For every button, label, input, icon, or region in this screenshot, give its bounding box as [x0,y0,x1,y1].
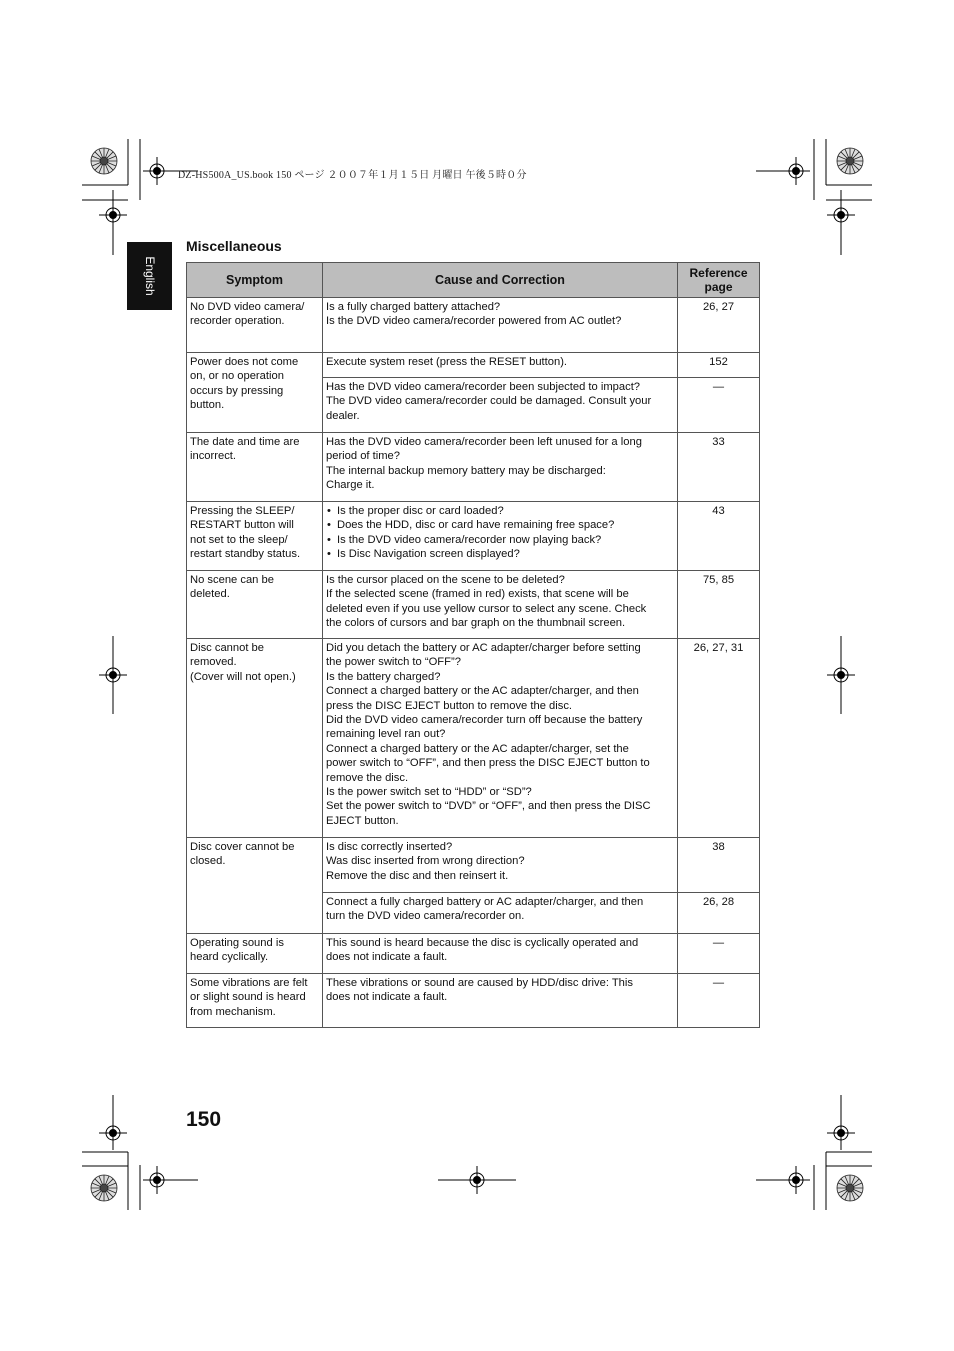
symptom-line: on, or no operation [190,370,284,383]
reference-cell: 43 [678,502,760,571]
cause-line: Is the power switch set to “HDD” or “SD”? [326,786,532,799]
print-info-header: DZ-HS500A_US.book 150 ページ ２００７年１月１５日 月曜日 午後５時０分 [178,170,527,181]
cause-line: Did you detach the battery or AC adapter/charger before setting [326,642,641,654]
cause-cell [323,893,678,934]
symptom-cell [187,974,323,1028]
cause-line: Set the power switch to “DVD” or “OFF”, and then press the DISC [326,800,651,813]
symptom-line: Power does not come [190,356,299,368]
cause-line: Is disc correctly inserted? [326,841,453,853]
symptom-cell [187,571,323,639]
cause-line: press the DISC EJECT button to remove the disc. [326,699,573,712]
symptom-line: The date and time are [190,436,300,448]
reference-cell: — [678,378,760,433]
cause-bullet-list [326,504,674,562]
table-row [187,353,760,378]
symptom-line: Some vibrations are felt [190,977,308,989]
symptom-line: button. [190,399,225,412]
cause-line: Has the DVD video camera/recorder been subjected to impact? [326,381,641,393]
symptom-line: Pressing the SLEEP/ [190,505,295,517]
symptom-line: removed. [190,656,237,669]
reference-cell: — [678,934,760,974]
symptom-header: Symptom [187,263,323,298]
table-row [187,298,760,353]
symptom-cell [187,433,323,502]
table-row [187,639,760,838]
reference-cell: — [678,974,760,1028]
cause-cell [323,502,678,571]
cause-line: Was disc inserted from wrong direction? [326,855,525,868]
table-row [187,838,760,893]
symptom-line: incorrect. [190,450,237,463]
cause-line: the colors of cursors and bar graph on the thumbnail screen. [326,617,626,630]
cause-line: If the selected scene (framed in red) exists, that scene will be [326,588,629,601]
symptom-line: No scene can be [190,574,274,586]
table-row [187,974,760,1028]
table-header-row [187,263,760,298]
symptom-line: Disc cannot be [190,642,265,654]
cause-line: Connect a charged battery or the AC adapter/charger, and then [326,685,639,698]
cause-line: The internal backup memory battery may be discharged: [326,464,606,477]
cause-line: Is the cursor placed on the scene to be deleted? [326,574,565,586]
cause-line: remaining level ran out? [326,728,446,741]
reference-cell: 26, 27 [678,298,760,353]
cause-line: EJECT button. [326,814,399,827]
cause-bullet: • Is the proper disc or card loaded? [326,504,674,518]
cause-cell [323,974,678,1028]
reference-header: Reference page [678,263,760,298]
cause-cell [323,353,678,378]
symptom-cell [187,298,323,353]
table-row [187,502,760,571]
symptom-cell [187,934,323,974]
cause-line: dealer. [326,409,360,422]
cause-cell [323,433,678,502]
symptom-line: deleted. [190,588,230,601]
symptom-line: not set to the sleep/ [190,533,288,546]
cause-line: Remove the disc and then reinsert it. [326,869,509,882]
cause-line: Has the DVD video camera/recorder been left unused for a long [326,436,642,448]
cause-line: Is a fully charged battery attached? [326,301,501,313]
reference-cell: 26, 27, 31 [678,639,760,838]
cause-line: Connect a fully charged battery or AC adapter/charger, and then [326,896,644,908]
symptom-line: or slight sound is heard [190,991,306,1004]
symptom-cell [187,838,323,934]
symptom-cell [187,353,323,433]
cause-line: does not indicate a fault. [326,951,448,964]
cause-cell [323,934,678,974]
symptom-line: RESTART button will [190,519,294,532]
reference-cell: 26, 28 [678,893,760,934]
cause-cell [323,298,678,353]
symptom-line: restart standby status. [190,548,301,561]
section-title: Miscellaneous [186,238,282,254]
cause-line: Charge it. [326,479,375,492]
cause-line: remove the disc. [326,771,409,784]
cause-bullet: • Is the DVD video camera/recorder now playing back? [326,533,674,547]
cause-bullet: • Is Disc Navigation screen displayed? [326,547,674,561]
table-row [187,934,760,974]
cause-bullet: • Does the HDD, disc or card have remaining free space? [326,518,674,532]
cause-line: power switch to “OFF”, and then press the DISC EJECT button to [326,757,650,770]
cause-cell [323,639,678,838]
symptom-line: closed. [190,855,226,868]
cause-line: deleted even if you use yellow cursor to select any scene. Check [326,602,647,615]
page-number: 150 [186,1108,222,1131]
cause-line: Execute system reset (press the RESET button). [326,356,568,368]
cause-line: This sound is heard because the disc is cyclically operated and [326,937,639,949]
symptom-line: Operating sound is [190,937,284,949]
symptom-line: recorder operation. [190,315,285,328]
symptom-line: heard cyclically. [190,951,269,964]
cause-cell [323,571,678,639]
symptom-line: (Cover will not open.) [190,670,296,683]
table-row [187,571,760,639]
cause-cell [323,378,678,433]
cause-line: Connect a charged battery or the AC adapter/charger, set the [326,742,629,755]
cause-line: period of time? [326,450,401,463]
symptom-cell [187,502,323,571]
table-row [187,433,760,502]
cause-line: turn the DVD video camera/recorder on. [326,910,525,923]
troubleshooting-table [186,262,760,1028]
reference-cell: 75, 85 [678,571,760,639]
cause-line: The DVD video camera/recorder could be damaged. Consult your [326,395,652,408]
symptom-cell [187,639,323,838]
symptom-line: occurs by pressing [190,384,284,397]
symptom-line: Disc cover cannot be [190,841,295,853]
cause-line: Is the battery charged? [326,670,441,683]
cause-line: These vibrations or sound are caused by HDD/disc drive: This [326,977,633,989]
cause-cell [323,838,678,893]
cause-line: Did the DVD video camera/recorder turn off because the battery [326,714,643,727]
cause-header: Cause and Correction [323,263,678,298]
reference-cell: 33 [678,433,760,502]
cause-line: Is the DVD video camera/recorder powered from AC outlet? [326,315,622,328]
language-tab [127,242,172,310]
reference-cell: 38 [678,838,760,893]
symptom-line: from mechanism. [190,1005,276,1018]
reference-cell: 152 [678,353,760,378]
symptom-line: No DVD video camera/ [190,301,305,313]
cause-line: the power switch to “OFF”? [326,656,461,669]
language-tab-label: English [142,256,157,296]
cause-line: does not indicate a fault. [326,991,448,1004]
